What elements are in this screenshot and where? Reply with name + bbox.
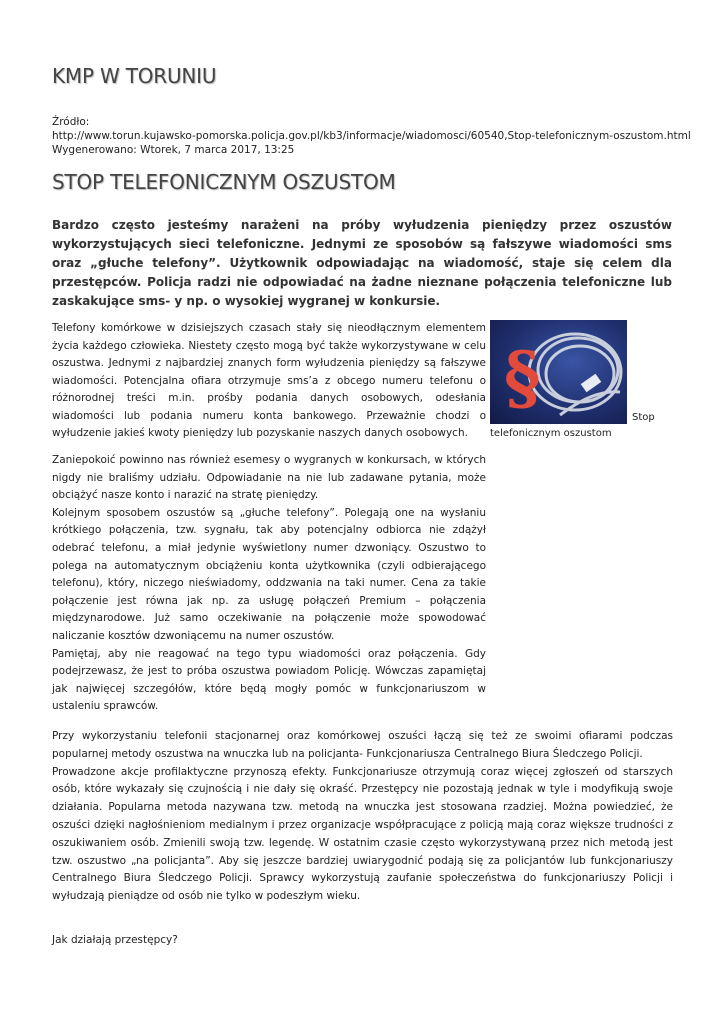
article-title: STOP TELEFONICZNYM OSZUSTOM [52,170,396,194]
svg-text:§: § [504,336,541,419]
article-paragraph-4: Jak działają przestępcy? [52,934,178,946]
article-paragraph-1: Telefony komórkowe w dzisiejszych czasach stały się nieodłącznym elementem życia każdego człowieka. Niestety często mogą być także wykorzystywane w celu oszustwa. Jednymi z najbardziej znanych form wyłudzenia pieniędzy są fałszywe wiadomości. Potencjalna ofiara otrzymuje sms’a z obcego numeru telefonu o różnorodnej treści m.in. prośby podania danych osobowych, odesłania wiadomości lub podania numeru konta bankowego. Przeważnie chodzi o wyłudzenie jakieś kwoty pieniędzy lub pozyskanie naszych danych osobowych. [52,322,486,439]
article-lead: Bardzo często jesteśmy narażeni na próby wyłudzenia pieniędzy przez oszustów wykorzystujących sieci telefoniczne. Jednymi ze sposobów są fałszywe wiadomości sms oraz „głuche telefony”. Użytkownik odpowiadając na wiadomość, staje się celem dla przestępców. Policja radzi nie odpowiadać na żadne nieznane połączenia telefoniczne lub zaskakujące sms- y np. o wysokiej wygranej w konkursie. [52,218,672,308]
source-label: Źródło: [52,116,90,128]
article-photo [490,320,627,424]
source-url[interactable]: http://www.torun.kujawsko-pomorska.policja.gov.pl/kb3/informacje/wiadomosci/60540,Stop-telefonicznym-oszustom.html [52,130,691,142]
cable-paragraph-illustration [490,320,627,424]
article-paragraph-3: Przy wykorzystaniu telefonii stacjonarnej oraz komórkowej oszuści łączą się też ze swoimi ofiarami podczas popularnej metody oszustwa na wnuczka lub na policjanta- Funkcjonariusza Centralnego Biura Śledczego Policji. Prowadzone akcje profilaktyczne przynoszą efekty. Funkcjonariusze otrzymują coraz więcej zgłoszeń od starszych osób, które wykazały się czujnością i nie dały się okraść. Przestępcy nie pozostają jednak w tyle i modyfikują swoje działania. Popularna metoda nazywana tzw. metodą na wnuczka jest stosowana rzadziej. Można powiedzieć, że oszuści dzięki nagłośnieniom medialnym i przez organizacje współpracujące z policją mają coraz większe trudności z oszukiwaniem osób. Zmienili swoją tzw. legendę. W ostatnim czasie często wykorzystywaną przez nich metodą jest tzw. oszustwo „na policjanta”. Aby się jeszcze bardziej uwiarygodnić podają się za policjantów lub funkcjonariuszy Centralnego Biura Śledczego Policji. Sprawcy wykorzystują zaufanie społeczeństwa do funkcjonariuszy Policji i wyłudzają pieniądze od osób nie tylko w podeszłym wieku. [52,730,673,903]
site-title: KMP W TORUNIU [52,64,217,88]
photo-caption-1: Stop [632,412,655,423]
article-figure [490,320,660,439]
source-meta [52,115,691,157]
generated-date: Wygenerowano: Wtorek, 7 marca 2017, 13:25 [52,144,295,156]
photo-caption-2: telefonicznym oszustom [490,428,612,439]
article-paragraph-2: Zaniepokoić powinno nas również esemesy o wygranych w konkursach, w których nigdy nie braliśmy udziału. Odpowiadanie na nie lub zadawane pytania, może obciążyć nasze konto i narazić na stratę pieniędzy. Kolejnym sposobem oszustów są „głuche telefony”. Polegają one na wysłaniu krótkiego połączenia, tzw. sygnału, tak aby potencjalny odbiorca nie zdążył odebrać telefonu, a miał jedynie wyświetlony numer dzwoniący. Oszustwo to polega na automatycznym obciążeniu konta użytkownika (czyli odbierającego telefonu), który, niczego nieświadomy, oddzwania na taki numer. Cena za takie połączenie jest równa jak np. za usługę połączeń Premium – połączenia międzynarodowe. Już samo oczekiwanie na połączenie może spowodować naliczanie kosztów dzwoniącemu na numer oszustów. Pamiętaj, aby nie reagować na tego typu wiadomości oraz połączenia. Gdy podejrzewasz, że jest to próba oszustwa powiadom Policję. Wówczas zapamiętaj jak najwięcej szczegółów, które będą mogły pomóc w funkcjonariuszom w ustaleniu sprawców. [52,454,486,713]
